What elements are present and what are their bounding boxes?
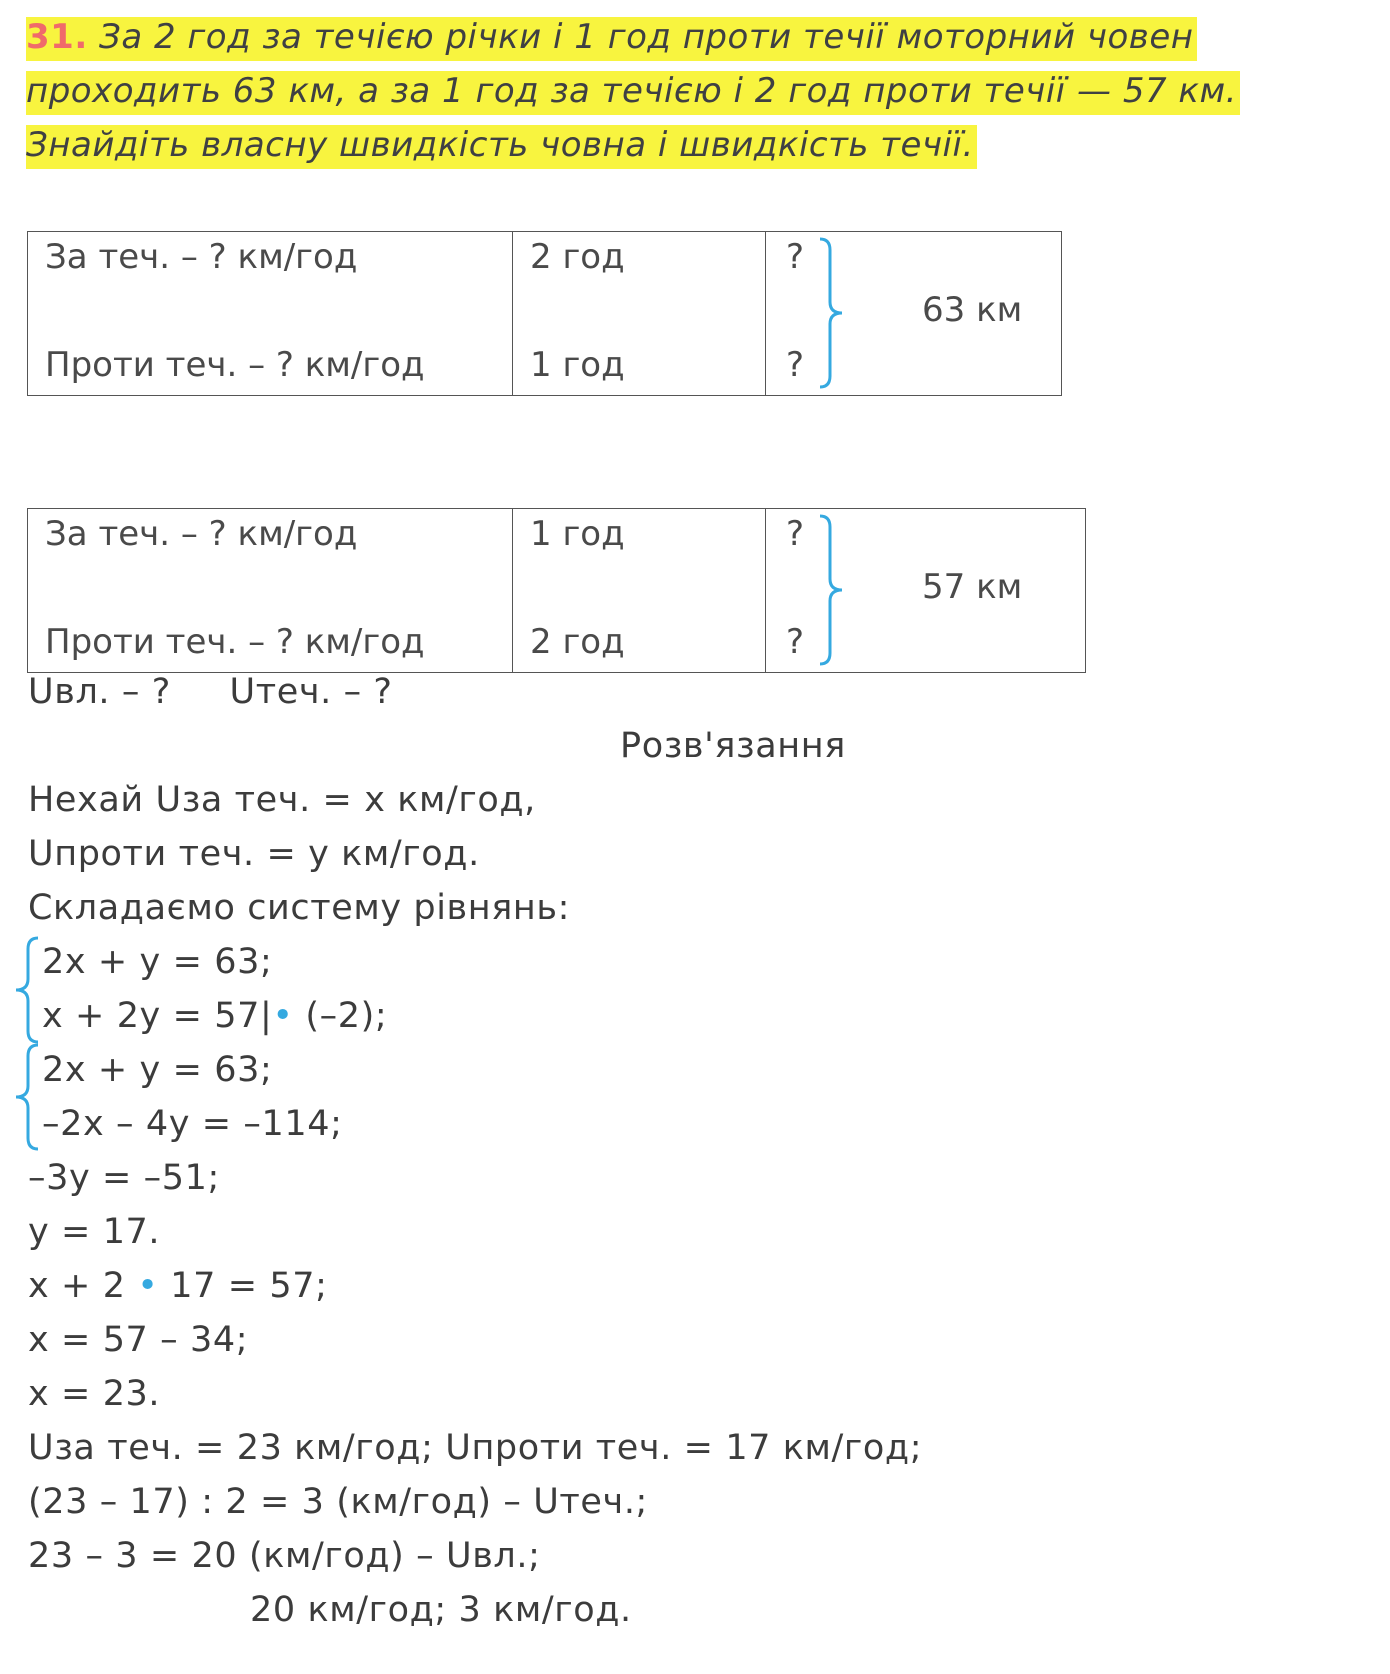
upstream-speed-label: Проти теч. – ? км/год — [45, 345, 425, 385]
downstream-distance-unknown: ? — [786, 237, 805, 277]
solution-line: Складаємо систему рівнянь: — [28, 888, 571, 928]
problem-text-line-1: За 2 год за течією річки і 1 год проти течії моторний човен — [99, 17, 1194, 57]
solution-line: 23 – 3 = 20 (км/год) – Uвл.; — [28, 1536, 541, 1576]
upstream-distance-unknown: ? — [786, 345, 805, 385]
solution-line: Uпроти теч. = y км/год. — [28, 834, 480, 874]
system-brace-icon — [12, 1042, 42, 1152]
answer-line: 20 км/год; 3 км/год. — [250, 1590, 632, 1630]
solution-line: Нехай Uза теч. = x км/год, — [28, 780, 536, 820]
solution-line: x = 23. — [28, 1374, 161, 1414]
solution-line: x + 2 • 17 = 57; — [28, 1266, 328, 1306]
right-brace-icon — [818, 236, 848, 391]
downstream-distance-unknown: ? — [786, 514, 805, 554]
total-distance: 57 км — [922, 567, 1023, 607]
downstream-speed-label: За теч. – ? км/год — [45, 237, 358, 277]
equation: 2x + y = 63; — [42, 1050, 273, 1090]
solution-line: –3y = –51; — [28, 1158, 220, 1198]
downstream-time: 1 год — [530, 514, 625, 554]
downstream-speed-label: За теч. – ? км/год — [45, 514, 358, 554]
problem-text-line-3: Знайдіть власну швидкість човна і швидкість течії. — [26, 125, 977, 169]
unknowns-line: Uвл. – ? Uтеч. – ? — [28, 672, 393, 712]
solution-line: y = 17. — [28, 1212, 161, 1252]
condition-table-1 — [27, 231, 1062, 396]
solution-line: (23 – 17) : 2 = 3 (км/год) – Uтеч.; — [28, 1482, 648, 1522]
total-distance: 63 км — [922, 290, 1023, 330]
multiply-dot-icon: • — [272, 996, 294, 1036]
upstream-time: 1 год — [530, 345, 625, 385]
condition-table-2 — [27, 508, 1086, 673]
equation: –2x – 4y = –114; — [42, 1104, 343, 1144]
upstream-distance-unknown: ? — [786, 622, 805, 662]
solution-heading: Розв'язання — [620, 726, 846, 766]
problem-text-line-2: проходить 63 км, а за 1 год за течією і 2 год проти течії — 57 км. — [26, 71, 1240, 115]
system-brace-icon — [12, 935, 42, 1045]
solution-line: Uза теч. = 23 км/год; Uпроти теч. = 17 км/год; — [28, 1428, 923, 1468]
problem-statement — [26, 10, 1366, 172]
downstream-time: 2 год — [530, 237, 625, 277]
right-brace-icon — [818, 513, 848, 668]
multiply-dot-icon: • — [137, 1266, 159, 1306]
upstream-time: 2 год — [530, 622, 625, 662]
upstream-speed-label: Проти теч. – ? км/год — [45, 622, 425, 662]
problem-number: 31. — [26, 17, 88, 57]
equation: 2x + y = 63; — [42, 942, 273, 982]
equation: x + 2y = 57|• (–2); — [42, 996, 388, 1036]
solution-line: x = 57 – 34; — [28, 1320, 249, 1360]
